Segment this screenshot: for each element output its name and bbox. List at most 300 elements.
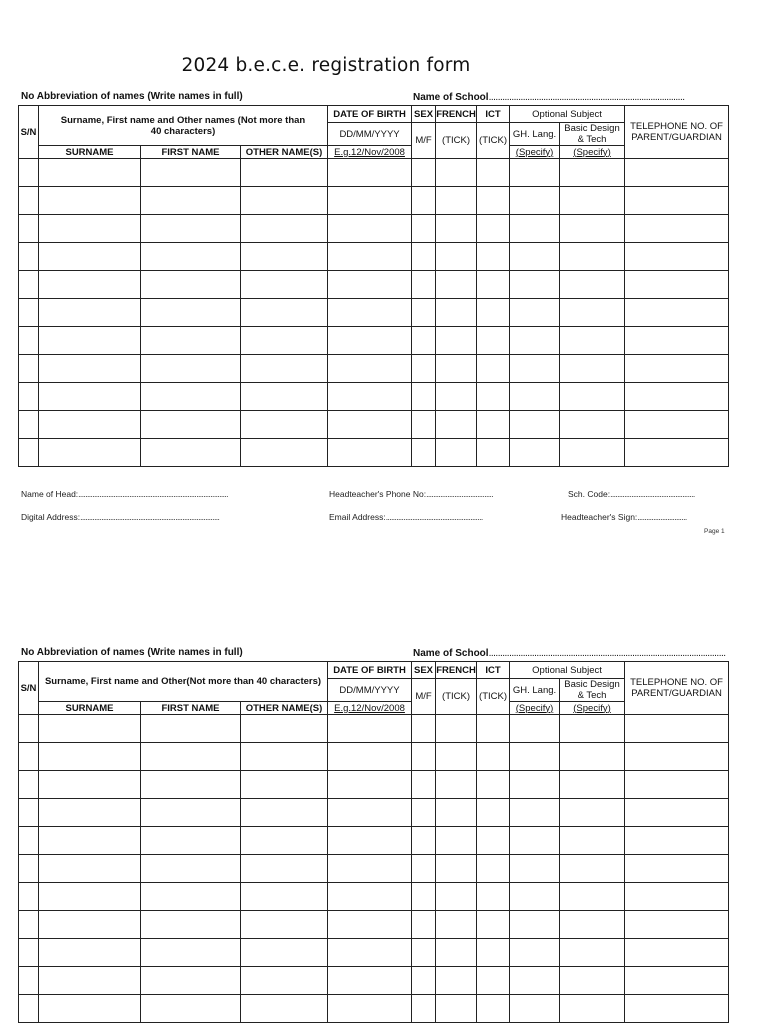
entry-cell[interactable]: [328, 299, 412, 327]
entry-cell[interactable]: [19, 883, 39, 911]
entry-cell[interactable]: [412, 215, 436, 243]
entry-cell[interactable]: [625, 771, 729, 799]
entry-cell[interactable]: [412, 827, 436, 855]
entry-cell[interactable]: [241, 855, 328, 883]
entry-cell[interactable]: [412, 939, 436, 967]
entry-cell[interactable]: [412, 771, 436, 799]
entry-cell[interactable]: [141, 327, 241, 355]
head-sign-dots: ............................: [637, 512, 687, 522]
telephone-header: TELEPHONE NO. OF PARENT/GUARDIAN: [625, 106, 729, 159]
entry-cell[interactable]: [241, 715, 328, 743]
entry-cell[interactable]: [19, 799, 39, 827]
entry-cell[interactable]: [510, 911, 560, 939]
table-row: [19, 883, 729, 911]
entry-cell[interactable]: [241, 799, 328, 827]
entry-cell[interactable]: [328, 883, 412, 911]
entry-cell[interactable]: [141, 967, 241, 995]
entry-cell[interactable]: [436, 327, 477, 355]
school-name-dots: ......................................................................................: [488, 92, 685, 103]
entry-cell[interactable]: [39, 995, 141, 1023]
entry-cell[interactable]: [625, 243, 729, 271]
entry-cell[interactable]: [625, 967, 729, 995]
head-sign-field[interactable]: [561, 512, 687, 522]
entry-cell[interactable]: [477, 771, 510, 799]
entry-cell[interactable]: [39, 327, 141, 355]
entry-cell[interactable]: [560, 967, 625, 995]
entry-cell[interactable]: [19, 995, 39, 1023]
entry-cell[interactable]: [436, 271, 477, 299]
digital-address-field[interactable]: [21, 512, 219, 522]
entry-cell[interactable]: [477, 439, 510, 467]
sex-header: SEX: [412, 106, 436, 123]
dob-example: E.g.12/Nov/2008: [328, 146, 412, 159]
entry-cell[interactable]: [412, 967, 436, 995]
entry-cell[interactable]: [39, 743, 141, 771]
entry-cell[interactable]: [412, 855, 436, 883]
entry-cell[interactable]: [241, 159, 328, 187]
digital-address-dots: ...............................................................................: [80, 512, 220, 522]
other-names-header: OTHER NAME(S): [241, 702, 328, 715]
entry-cell[interactable]: [625, 911, 729, 939]
entry-cell[interactable]: [328, 383, 412, 411]
entry-cell[interactable]: [625, 271, 729, 299]
entry-cell[interactable]: [477, 299, 510, 327]
entry-cell[interactable]: [477, 715, 510, 743]
entry-cell[interactable]: [625, 855, 729, 883]
entry-cell[interactable]: [436, 215, 477, 243]
entry-cell[interactable]: [19, 911, 39, 939]
entry-cell[interactable]: [241, 411, 328, 439]
entry-cell[interactable]: [241, 187, 328, 215]
entry-cell[interactable]: [412, 187, 436, 215]
entry-cell[interactable]: [477, 215, 510, 243]
entry-cell[interactable]: [39, 799, 141, 827]
table-row: [19, 271, 729, 299]
names-instruction: No Abbreviation of names (Write names in full): [21, 91, 243, 102]
entry-cell[interactable]: [477, 939, 510, 967]
sn-header: S/N: [19, 106, 39, 159]
entry-cell[interactable]: [436, 883, 477, 911]
entry-cell[interactable]: [141, 243, 241, 271]
entry-cell[interactable]: [19, 939, 39, 967]
entry-cell[interactable]: [510, 411, 560, 439]
entry-cell[interactable]: [510, 715, 560, 743]
entry-cell[interactable]: [510, 855, 560, 883]
entry-cell[interactable]: [436, 743, 477, 771]
entry-cell[interactable]: [412, 243, 436, 271]
entry-cell[interactable]: [19, 243, 39, 271]
entry-cell[interactable]: [412, 327, 436, 355]
entry-cell[interactable]: [241, 215, 328, 243]
entry-cell[interactable]: [412, 883, 436, 911]
gh-lang-header: GH. Lang.: [510, 123, 560, 146]
names-instruction: No Abbreviation of names (Write names in full): [21, 647, 243, 658]
entry-cell[interactable]: [477, 411, 510, 439]
entry-cell[interactable]: [412, 411, 436, 439]
entry-cell[interactable]: [19, 771, 39, 799]
table-row: [19, 243, 729, 271]
entry-cell[interactable]: [625, 799, 729, 827]
entry-cell[interactable]: [625, 159, 729, 187]
entry-cell[interactable]: [560, 771, 625, 799]
entry-cell[interactable]: [510, 187, 560, 215]
entry-cell[interactable]: [477, 827, 510, 855]
entry-cell[interactable]: [328, 827, 412, 855]
entry-cell[interactable]: [625, 995, 729, 1023]
entry-cell[interactable]: [560, 299, 625, 327]
entry-cell[interactable]: [436, 827, 477, 855]
entry-cell[interactable]: [436, 911, 477, 939]
entry-cell[interactable]: [412, 743, 436, 771]
entry-cell[interactable]: [510, 939, 560, 967]
entry-cell[interactable]: [560, 271, 625, 299]
entry-cell[interactable]: [560, 355, 625, 383]
entry-cell[interactable]: [436, 967, 477, 995]
entry-cell[interactable]: [560, 911, 625, 939]
entry-cell[interactable]: [39, 187, 141, 215]
entry-cell[interactable]: [477, 967, 510, 995]
entry-cell[interactable]: [19, 827, 39, 855]
table-row: [19, 995, 729, 1023]
entry-cell[interactable]: [39, 383, 141, 411]
entry-cell[interactable]: [510, 327, 560, 355]
entry-cell[interactable]: [328, 327, 412, 355]
entry-cell[interactable]: [328, 159, 412, 187]
entry-cell[interactable]: [141, 187, 241, 215]
entry-cell[interactable]: [328, 967, 412, 995]
entry-cell[interactable]: [436, 439, 477, 467]
entry-cell[interactable]: [436, 771, 477, 799]
entry-cell[interactable]: [625, 299, 729, 327]
entry-cell[interactable]: [19, 187, 39, 215]
french-header: FRENCH: [436, 662, 477, 679]
entry-cell[interactable]: [625, 939, 729, 967]
entry-cell[interactable]: [412, 299, 436, 327]
entry-cell[interactable]: [241, 299, 328, 327]
entry-cell[interactable]: [560, 383, 625, 411]
school-name-field[interactable]: [413, 92, 703, 103]
entry-cell[interactable]: [625, 187, 729, 215]
entry-cell[interactable]: [241, 743, 328, 771]
entry-cell[interactable]: [436, 715, 477, 743]
entry-cell[interactable]: [141, 271, 241, 299]
entry-cell[interactable]: [241, 967, 328, 995]
entry-cell[interactable]: [560, 827, 625, 855]
entry-cell[interactable]: [625, 743, 729, 771]
entry-cell[interactable]: [436, 187, 477, 215]
entry-cell[interactable]: [241, 771, 328, 799]
table-row: [19, 187, 729, 215]
entry-cell[interactable]: [39, 771, 141, 799]
entry-cell[interactable]: [19, 743, 39, 771]
school-name-dots: ........................................................................................................: [488, 648, 726, 659]
entry-rows: [19, 159, 729, 467]
entry-cell[interactable]: [560, 159, 625, 187]
head-name-field[interactable]: [21, 489, 228, 499]
entry-cell[interactable]: [241, 383, 328, 411]
first-name-header: FIRST NAME: [141, 146, 241, 159]
dob-header: DATE OF BIRTH: [328, 662, 412, 679]
table-row: [19, 411, 729, 439]
basic-design-header: Basic Design & Tech: [560, 679, 625, 702]
entry-cell[interactable]: [560, 799, 625, 827]
header-row: [19, 702, 729, 715]
entry-cell[interactable]: [560, 939, 625, 967]
optional-subject-header: Optional Subject: [510, 662, 625, 679]
table-row: [19, 743, 729, 771]
entry-cell[interactable]: [141, 715, 241, 743]
table-row: [19, 327, 729, 355]
entry-cell[interactable]: [560, 327, 625, 355]
entry-cell[interactable]: [19, 215, 39, 243]
entry-cell[interactable]: [510, 299, 560, 327]
entry-cell[interactable]: [436, 411, 477, 439]
entry-cell[interactable]: [241, 439, 328, 467]
entry-cell[interactable]: [241, 911, 328, 939]
surname-header: SURNAME: [39, 702, 141, 715]
entry-cell[interactable]: [477, 855, 510, 883]
entry-cell[interactable]: [625, 215, 729, 243]
entry-cell[interactable]: [19, 439, 39, 467]
entry-cell[interactable]: [560, 187, 625, 215]
entry-cell[interactable]: [328, 911, 412, 939]
entry-cell[interactable]: [510, 243, 560, 271]
entry-cell[interactable]: [625, 355, 729, 383]
entry-cell[interactable]: [436, 299, 477, 327]
entry-cell[interactable]: [241, 355, 328, 383]
entry-cell[interactable]: [560, 995, 625, 1023]
entry-cell[interactable]: [477, 743, 510, 771]
head-name-label: Name of Head:: [21, 489, 79, 499]
entry-cell[interactable]: [560, 439, 625, 467]
entry-cell[interactable]: [39, 827, 141, 855]
entry-cell[interactable]: [328, 271, 412, 299]
entry-cell[interactable]: [241, 327, 328, 355]
entry-cell[interactable]: [328, 771, 412, 799]
entry-cell[interactable]: [141, 439, 241, 467]
bdt-specify: (Specify): [560, 702, 625, 715]
entry-cell[interactable]: [560, 411, 625, 439]
table-row: [19, 855, 729, 883]
school-code-field[interactable]: [568, 489, 695, 499]
entry-cell[interactable]: [560, 855, 625, 883]
entry-cell[interactable]: [39, 159, 141, 187]
entry-cell[interactable]: [141, 883, 241, 911]
entry-cell[interactable]: [510, 771, 560, 799]
email-dots: .......................................................: [385, 512, 483, 522]
entry-cell[interactable]: [560, 715, 625, 743]
names-group-header: Surname, First name and Other names (Not more than 40 characters): [39, 106, 328, 146]
entry-cell[interactable]: [560, 743, 625, 771]
entry-cell[interactable]: [39, 911, 141, 939]
entry-cell[interactable]: [39, 271, 141, 299]
entry-cell[interactable]: [39, 215, 141, 243]
entry-cell[interactable]: [39, 939, 141, 967]
entry-cell[interactable]: [141, 911, 241, 939]
head-phone-field[interactable]: [329, 489, 493, 499]
entry-cell[interactable]: [436, 243, 477, 271]
entry-cell[interactable]: [477, 383, 510, 411]
entry-cell[interactable]: [412, 271, 436, 299]
entry-cell[interactable]: [328, 995, 412, 1023]
entry-cell[interactable]: [625, 883, 729, 911]
entry-cell[interactable]: [328, 411, 412, 439]
entry-cell[interactable]: [19, 271, 39, 299]
header-row: [19, 662, 729, 679]
entry-cell[interactable]: [19, 411, 39, 439]
entry-cell[interactable]: [477, 883, 510, 911]
entry-cell[interactable]: [141, 383, 241, 411]
entry-cell[interactable]: [625, 439, 729, 467]
entry-cell[interactable]: [625, 715, 729, 743]
entry-cell[interactable]: [412, 159, 436, 187]
entry-cell[interactable]: [328, 355, 412, 383]
telephone-header: TELEPHONE NO. OF PARENT/GUARDIAN: [625, 662, 729, 715]
entry-cell[interactable]: [241, 883, 328, 911]
entry-cell[interactable]: [510, 995, 560, 1023]
email-field[interactable]: [329, 512, 483, 522]
entry-cell[interactable]: [625, 327, 729, 355]
entry-cell[interactable]: [39, 411, 141, 439]
entry-cell[interactable]: [436, 355, 477, 383]
entry-cell[interactable]: [328, 187, 412, 215]
head-name-dots: .....................................................................................: [78, 489, 228, 499]
entry-cell[interactable]: [39, 243, 141, 271]
entry-cell[interactable]: [141, 771, 241, 799]
table-row: [19, 299, 729, 327]
entry-cell[interactable]: [141, 215, 241, 243]
entry-cell[interactable]: [510, 743, 560, 771]
entry-cell[interactable]: [141, 299, 241, 327]
entry-cell[interactable]: [477, 327, 510, 355]
entry-cell[interactable]: [436, 383, 477, 411]
entry-cell[interactable]: [477, 995, 510, 1023]
entry-cell[interactable]: [477, 271, 510, 299]
entry-cell[interactable]: [141, 855, 241, 883]
entry-cell[interactable]: [412, 995, 436, 1023]
entry-cell[interactable]: [19, 967, 39, 995]
entry-cell[interactable]: [328, 743, 412, 771]
entry-cell[interactable]: [477, 799, 510, 827]
entry-cell[interactable]: [560, 243, 625, 271]
entry-cell[interactable]: [328, 939, 412, 967]
entry-cell[interactable]: [19, 355, 39, 383]
entry-cell[interactable]: [477, 355, 510, 383]
entry-cell[interactable]: [412, 355, 436, 383]
entry-cell[interactable]: [141, 743, 241, 771]
head-phone-dots: ......................................: [426, 489, 494, 499]
other-names-header: OTHER NAME(S): [241, 146, 328, 159]
entry-cell[interactable]: [510, 215, 560, 243]
entry-cell[interactable]: [39, 355, 141, 383]
entry-cell[interactable]: [19, 855, 39, 883]
sex-format: M/F: [412, 679, 436, 715]
entry-cell[interactable]: [560, 883, 625, 911]
school-name-field[interactable]: [413, 648, 727, 659]
entry-cell[interactable]: [141, 799, 241, 827]
entry-cell[interactable]: [412, 715, 436, 743]
entry-cell[interactable]: [241, 271, 328, 299]
entry-cell[interactable]: [477, 159, 510, 187]
entry-cell[interactable]: [328, 215, 412, 243]
ict-tick: (TICK): [477, 679, 510, 715]
entry-cell[interactable]: [39, 967, 141, 995]
entry-cell[interactable]: [328, 799, 412, 827]
entry-cell[interactable]: [510, 355, 560, 383]
entry-cell[interactable]: [412, 439, 436, 467]
entry-cell[interactable]: [510, 383, 560, 411]
entry-cell[interactable]: [241, 243, 328, 271]
entry-cell[interactable]: [39, 715, 141, 743]
entry-cell[interactable]: [510, 799, 560, 827]
entry-cell[interactable]: [19, 299, 39, 327]
entry-cell[interactable]: [436, 799, 477, 827]
header-row: [19, 106, 729, 123]
entry-cell[interactable]: [477, 243, 510, 271]
entry-cell[interactable]: [39, 883, 141, 911]
entry-cell[interactable]: [241, 827, 328, 855]
table-row: [19, 215, 729, 243]
entry-cell[interactable]: [141, 995, 241, 1023]
entry-cell[interactable]: [241, 939, 328, 967]
entry-cell[interactable]: [412, 799, 436, 827]
entry-cell[interactable]: [141, 939, 241, 967]
entry-cell[interactable]: [39, 855, 141, 883]
entry-cell[interactable]: [328, 243, 412, 271]
entry-cell[interactable]: [510, 883, 560, 911]
entry-cell[interactable]: [19, 715, 39, 743]
entry-cell[interactable]: [510, 271, 560, 299]
entry-cell[interactable]: [412, 383, 436, 411]
entry-cell[interactable]: [141, 827, 241, 855]
entry-cell[interactable]: [141, 159, 241, 187]
entry-cell[interactable]: [477, 911, 510, 939]
entry-cell[interactable]: [328, 439, 412, 467]
entry-cell[interactable]: [39, 299, 141, 327]
entry-cell[interactable]: [412, 911, 436, 939]
entry-cell[interactable]: [19, 327, 39, 355]
table-row: [19, 383, 729, 411]
entry-cell[interactable]: [625, 411, 729, 439]
entry-cell[interactable]: [328, 855, 412, 883]
entry-cell[interactable]: [560, 215, 625, 243]
entry-cell[interactable]: [436, 159, 477, 187]
entry-cell[interactable]: [141, 355, 241, 383]
entry-cell[interactable]: [39, 439, 141, 467]
entry-cell[interactable]: [241, 995, 328, 1023]
entry-cell[interactable]: [19, 159, 39, 187]
entry-cell[interactable]: [19, 383, 39, 411]
entry-cell[interactable]: [510, 827, 560, 855]
entry-cell[interactable]: [510, 159, 560, 187]
ict-header: ICT: [477, 662, 510, 679]
table-row: [19, 439, 729, 467]
sex-format: M/F: [412, 123, 436, 159]
entry-cell[interactable]: [510, 439, 560, 467]
french-header: FRENCH: [436, 106, 477, 123]
entry-cell[interactable]: [328, 715, 412, 743]
header-row: [19, 146, 729, 159]
entry-cell[interactable]: [436, 939, 477, 967]
entry-cell[interactable]: [510, 967, 560, 995]
entry-cell[interactable]: [625, 383, 729, 411]
entry-cell[interactable]: [436, 995, 477, 1023]
entry-cell[interactable]: [477, 187, 510, 215]
entry-cell[interactable]: [625, 827, 729, 855]
optional-subject-header: Optional Subject: [510, 106, 625, 123]
entry-cell[interactable]: [141, 411, 241, 439]
entry-cell[interactable]: [436, 855, 477, 883]
